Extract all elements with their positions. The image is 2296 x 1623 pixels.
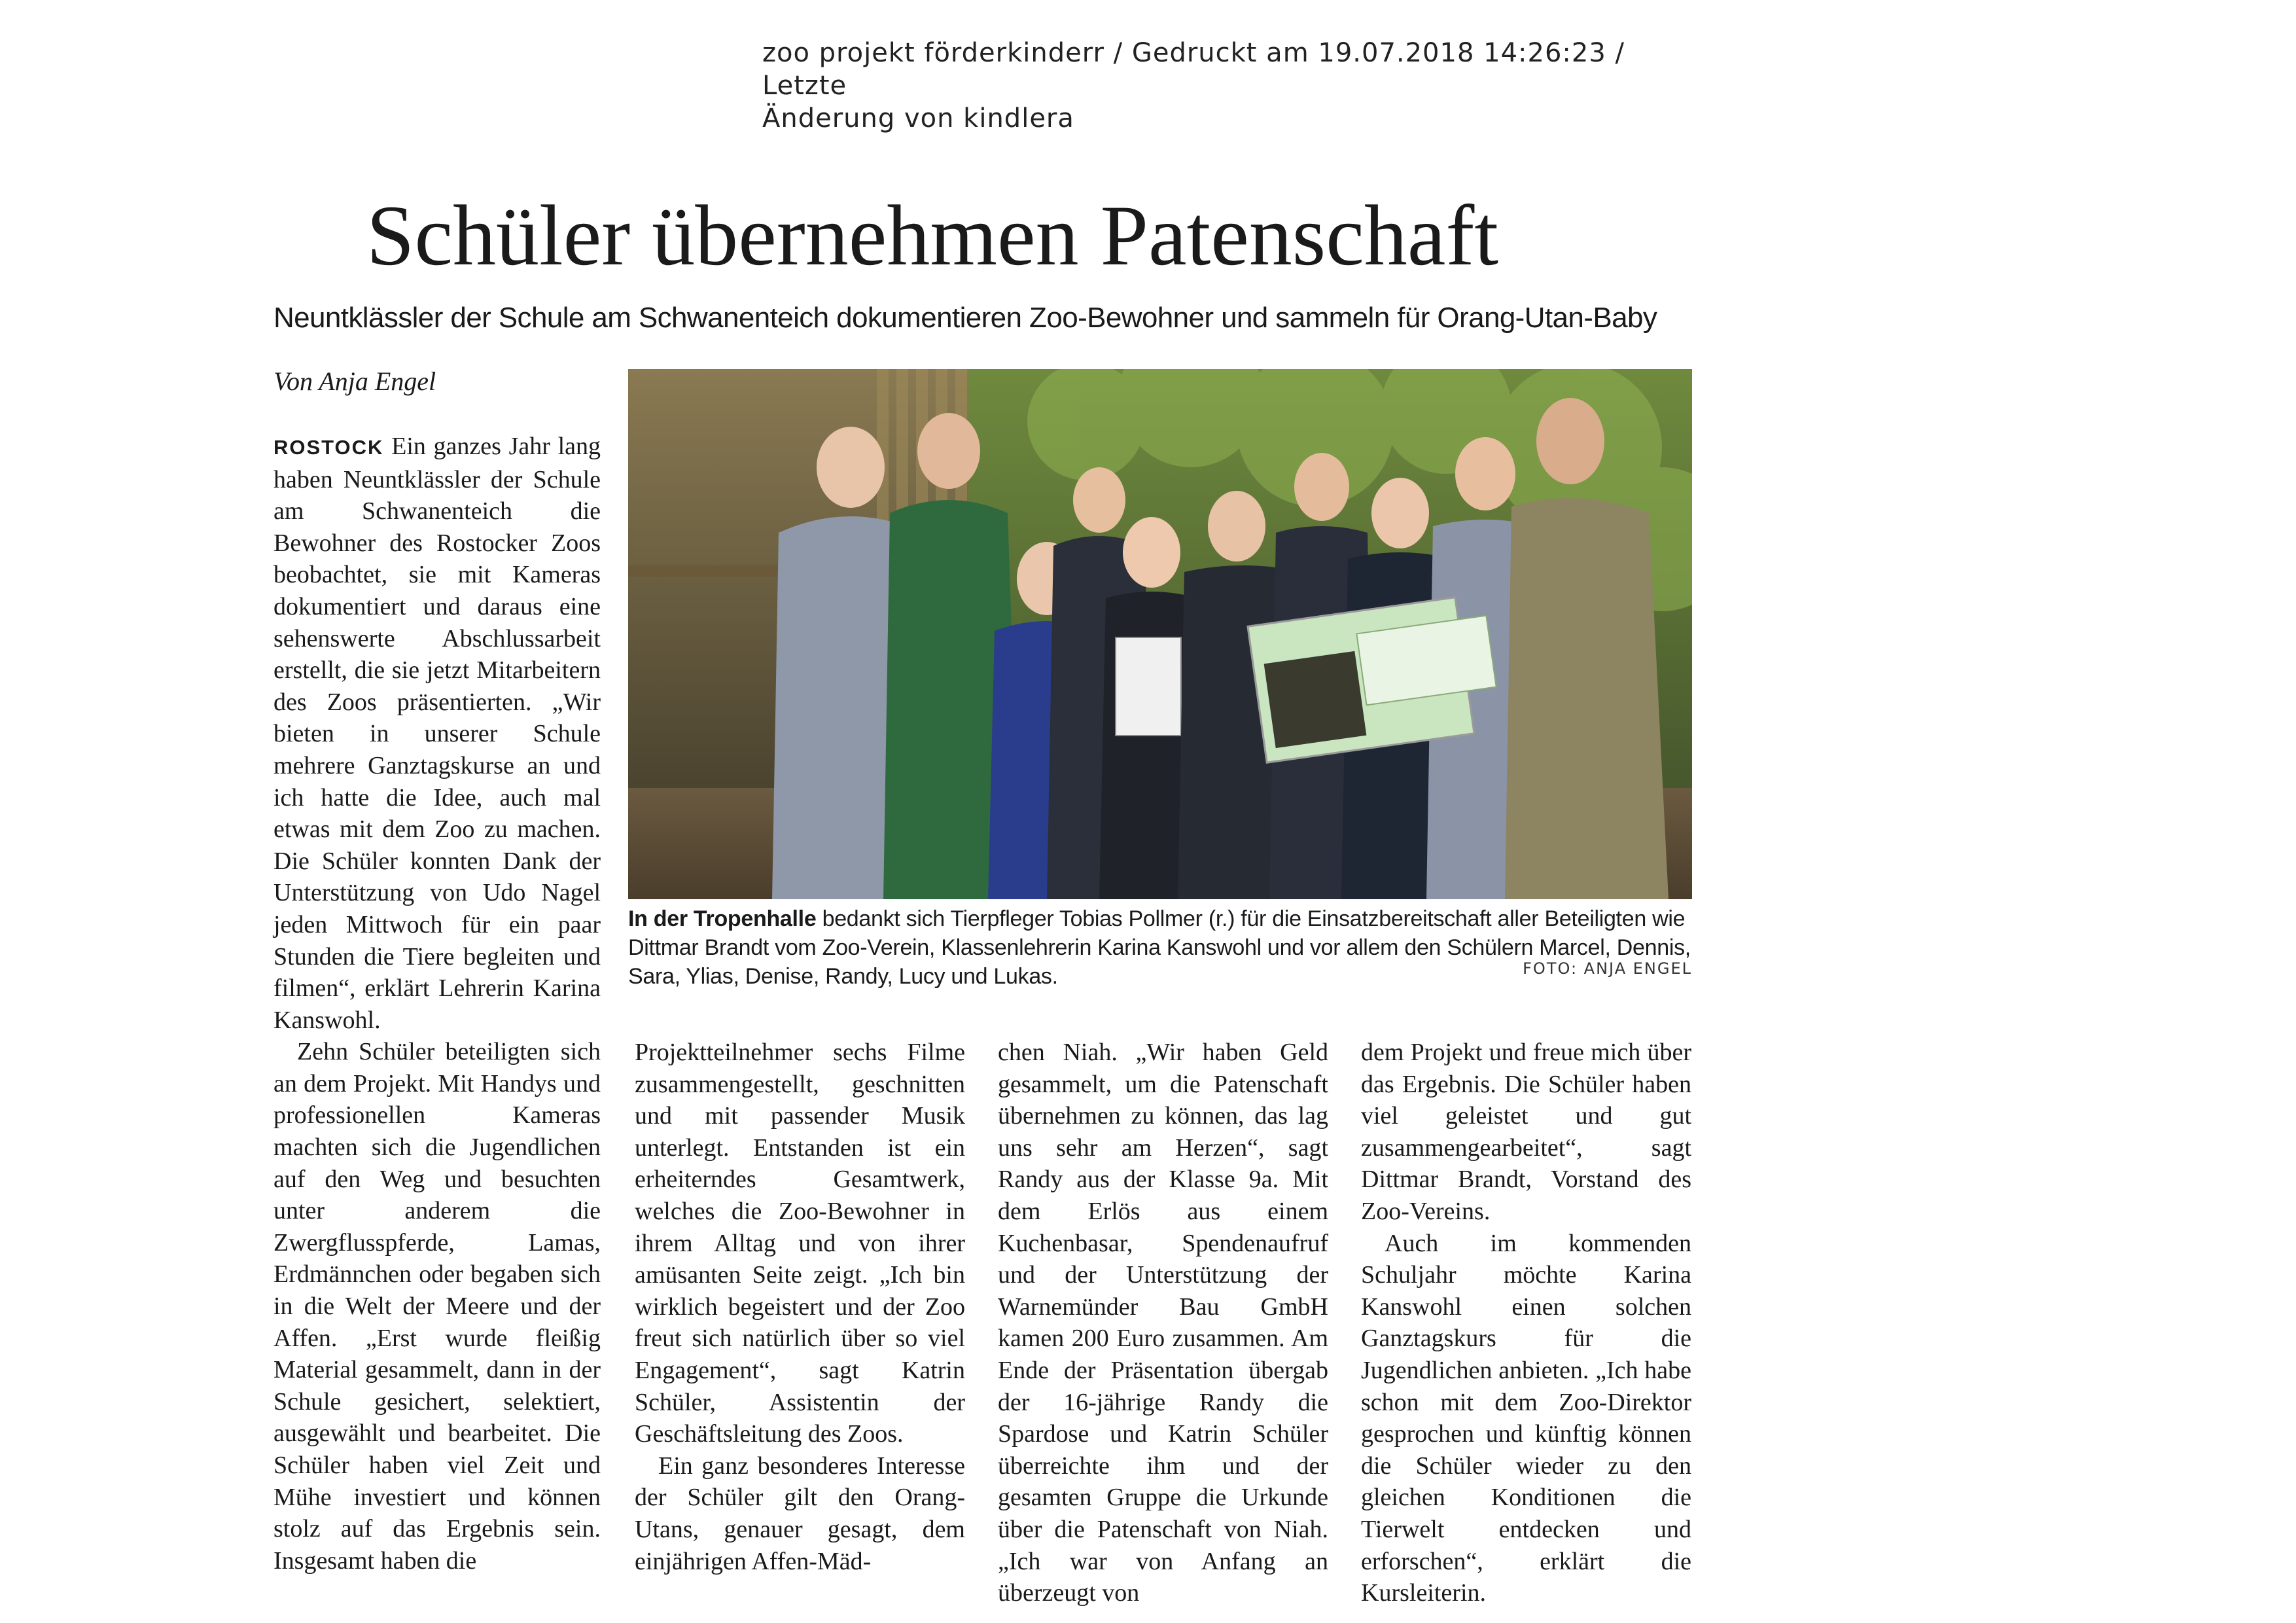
photo-credit: FOTO: ANJA ENGEL: [1523, 959, 1692, 978]
article-column-1: [274, 431, 601, 1577]
print-header-line-1: zoo projekt förderkinderr / Gedruckt am 19.07.2018 14:26:23 / Letzte: [762, 38, 1625, 101]
paragraph: Projektteilnehmer sechs Filme zusammengestellt, geschnitten und mit passender Musik unterlegt. Entstanden ist ein erheiterndes Gesamtwerk, welches die Zoo-Bewohner in ihrem Alltag und von ihrer amüsanten Seite zeigt. „Ich bin wirklich begeistert und der Zoo freut sich natürlich über so viel Engagement“, sagt Katrin Schüler, Assistentin der Geschäftsleitung des Zoos.: [635, 1039, 965, 1448]
paragraph-text: Ein ganzes Jahr lang haben Neuntklässler der Schule am Schwanenteich die Bewohner des Rostocker Zoos beobachtet, sie mit Kameras dokumentiert und daraus eine sehenswerte Abschlussarbeit erstellt, die sie jetzt Mitarbeitern des Zoos präsentierten. „Wir bieten in unserer Schule mehrere Ganztagskurse an und ich hatte die Idee, auch mal etwas mit dem Zoo zu machen. Die Schüler konnten Dank der Unterstützung von Udo Nagel jeden Mittwoch für ein paar Stunden die Tiere begleiten und filmen“, erklärt Lehrerin Karina Kanswohl.: [274, 433, 601, 1034]
photo-illustration: [628, 369, 1692, 899]
article-column-2: [635, 1037, 965, 1577]
caption-lead: In der Tropenhalle: [628, 906, 817, 931]
paragraph: [274, 431, 601, 1036]
article-column-3: [998, 1037, 1328, 1609]
print-header: [762, 37, 1711, 135]
paragraph: Zehn Schüler beteiligten sich an dem Projekt. Mit Handys und professionellen Kameras machten sich die Jugendlichen auf den Weg und besuchten unter anderem die Zwergflusspferde, Lamas, Erdmännchen oder begaben sich in die Welt der Meere und der Affen. „Erst wurde fleißig Material gesammelt, dann in der Schule gesichert, selektiert, ausgewählt und bearbeitet. Die Schüler haben viel Zeit und Mühe investiert und können stolz auf das Ergebnis sein. Insgesamt haben die: [274, 1038, 601, 1575]
headline: Schüler übernehmen Patenschaft: [366, 187, 1499, 283]
paragraph: Ein ganz besonderes Interesse der Schüler gilt den Orang-Utans, genauer gesagt, dem einjährigen Affen-Mäd-: [635, 1452, 965, 1575]
dateline: ROSTOCK: [274, 436, 384, 459]
paragraph: chen Niah. „Wir haben Geld gesammelt, um die Patenschaft übernehmen zu können, das lag uns sehr am Herzen“, sagt Randy aus der Klasse 9a. Mit dem Erlös aus einem Kuchenbasar, Spendenaufruf und der Unterstützung der Warnemünder Bau GmbH kamen 200 Euro zusammen. Am Ende der Präsentation übergab der 16-jährige Randy die Spardose und Katrin Schüler überreichte ihm und der gesamten Gruppe die Urkunde über die Patenschaft von Niah. „Ich war von Anfang an überzeugt von: [998, 1039, 1328, 1607]
print-header-line-2: Änderung von kindlera: [762, 103, 1074, 134]
paragraph: dem Projekt und freue mich über das Ergebnis. Die Schüler haben viel geleistet und gut zusammengearbeitet“, sagt Dittmar Brandt, Vorstand des Zoo-Vereins.: [1361, 1039, 1691, 1225]
article-photo: [628, 369, 1692, 899]
article-column-4: [1361, 1037, 1691, 1609]
photo-caption: [628, 904, 1692, 991]
caption-text: bedankt sich Tierpfleger Tobias Pollmer (r.) für die Einsatzbereitschaft aller Beteiligten wie Dittmar Brandt vom Zoo-Verein, Klassenlehrerin Karina Kanswohl und vor allem den Schülern Marcel, Dennis, Sara, Ylias, Denise, Randy, Lucy und Lukas.: [628, 906, 1691, 989]
byline: Von Anja Engel: [274, 366, 436, 396]
subheadline: Neuntklässler der Schule am Schwanenteich dokumentieren Zoo-Bewohner und sammeln für Orang-Utan-Baby: [274, 302, 1657, 334]
paragraph: Auch im kommenden Schuljahr möchte Karina Kanswohl einen solchen Ganztagskurs für die Jugendlichen anbieten. „Ich habe schon mit dem Zoo-Direktor gesprochen und künftig können die Schüler wieder zu den gleichen Konditionen die Tierwelt entdecken und erforschen“, erklärt die Kursleiterin.: [1361, 1229, 1691, 1607]
